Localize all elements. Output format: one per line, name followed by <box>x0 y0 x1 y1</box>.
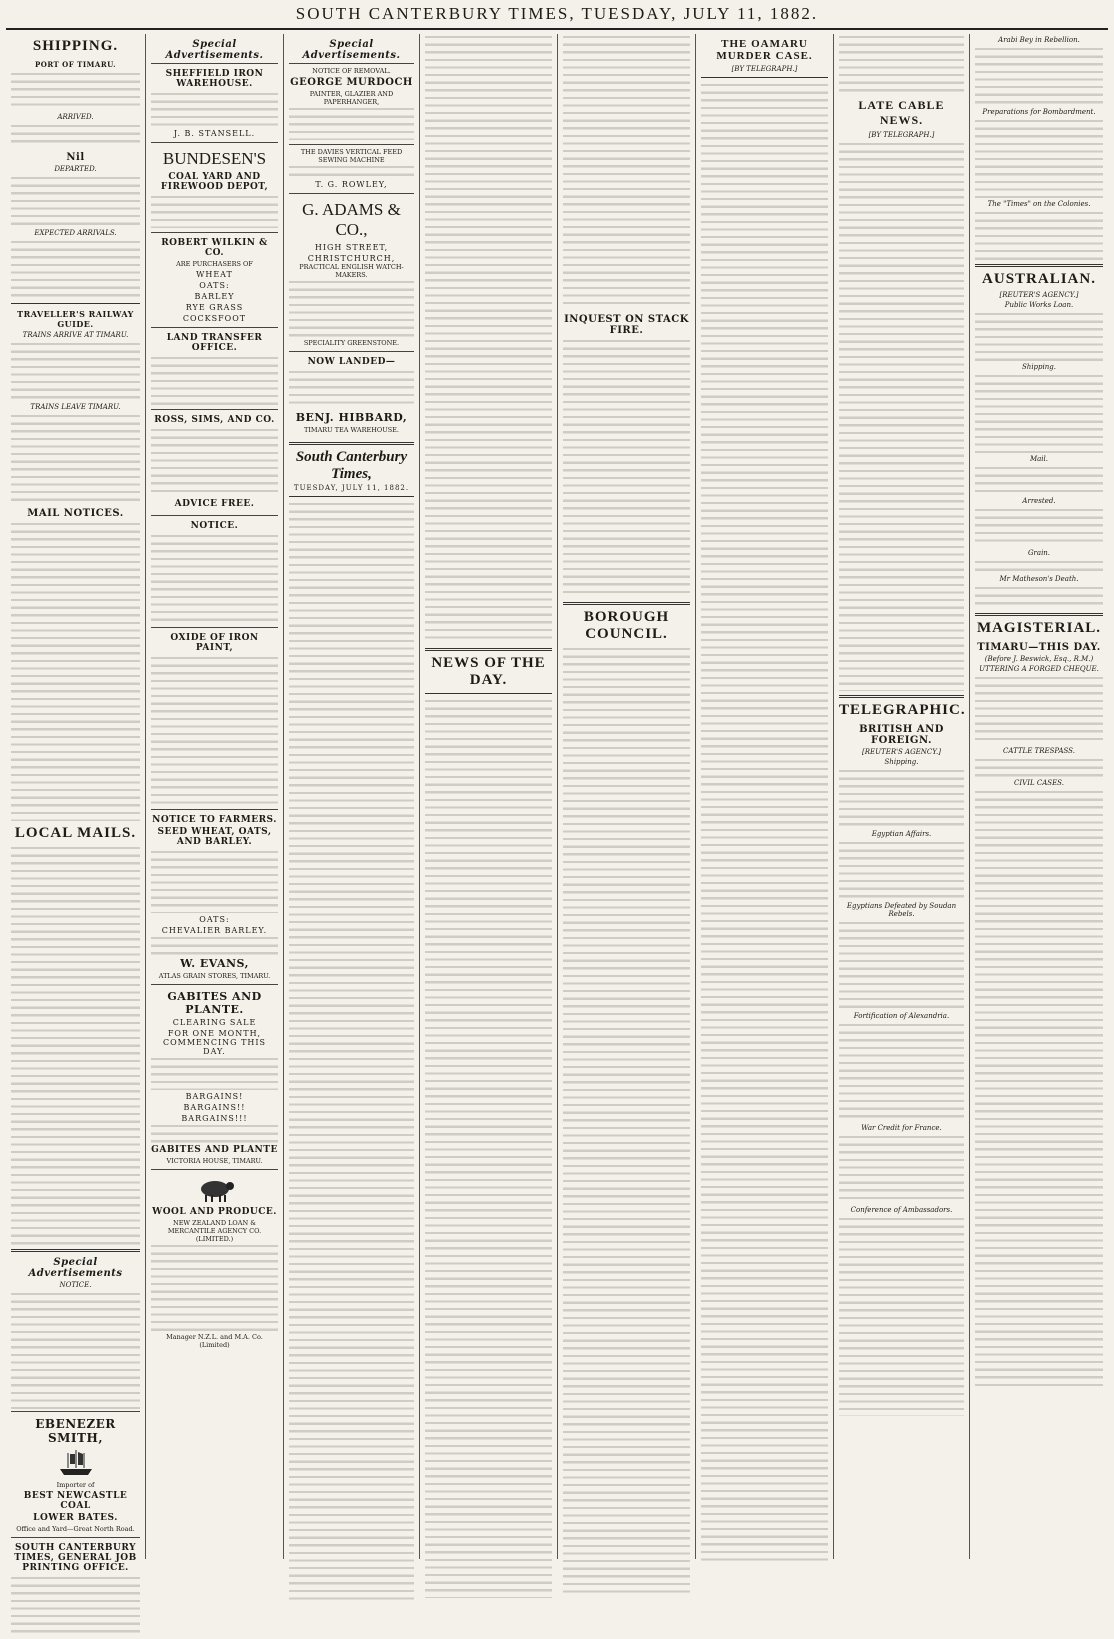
text-block <box>11 123 140 147</box>
text-block <box>151 1056 278 1090</box>
text-block <box>11 239 140 299</box>
leader-article-cont <box>425 34 552 644</box>
text-block <box>975 373 1103 453</box>
barley-line: BARLEY <box>194 292 235 301</box>
port-heading: PORT OF TIMARU. <box>34 60 117 69</box>
davies-ad <box>289 144 414 193</box>
australian-heading: AUSTRALIAN. <box>982 271 1096 287</box>
text-block <box>11 175 140 227</box>
bargains-3: BARGAINS!!! <box>181 1114 248 1123</box>
conference-sub: Conference of Ambassadors. <box>850 1206 953 1214</box>
manager-line: Manager N.Z.L. and M.A. Co. (Limited) <box>166 1333 263 1349</box>
text-block <box>151 655 278 805</box>
column-ads-1 <box>146 34 284 1559</box>
death-sub: Mr Matheson's Death. <box>999 575 1079 583</box>
gabites-footer: GABITES AND PLANTE <box>151 1145 278 1155</box>
text-block <box>289 164 414 178</box>
printing-line: SOUTH CANTERBURY TIMES, GENERAL JOB PRINTING OFFICE. <box>14 1543 137 1573</box>
text-block <box>839 920 964 1010</box>
nzloan-line: NEW ZEALAND LOAN & MERCANTILE AGENCY CO. (LIMITED.) <box>167 1219 262 1243</box>
arrive-heading: TRAINS ARRIVE AT TIMARU. <box>22 331 129 339</box>
advice-line: ADVICE FREE. <box>174 499 255 509</box>
murdoch-ad <box>289 63 414 144</box>
column-shipping <box>6 34 146 1573</box>
borough-heading: BOROUGH COUNCIL. <box>583 609 670 642</box>
grain-sub: Grain. <box>1027 549 1051 557</box>
text-block <box>975 507 1103 547</box>
bundesen-title: BUNDESEN'S <box>162 149 267 168</box>
ross-title: ROSS, SIMS, AND CO. <box>154 415 275 425</box>
special-ads-heading: Special Advertisements. <box>165 39 264 61</box>
text-block <box>975 559 1103 573</box>
shipping-sub: Shipping. <box>884 758 919 766</box>
ross-ad <box>151 409 278 515</box>
smith-ad <box>11 1411 140 1537</box>
leader-article <box>289 501 414 1601</box>
tea-line: TIMARU TEA WAREHOUSE. <box>304 426 399 434</box>
victoria-line: VICTORIA HOUSE, TIMARU. <box>166 1157 263 1165</box>
forged-sub: UTTERING A FORGED CHEQUE. <box>979 665 1099 673</box>
newspaper-page <box>6 4 1108 1573</box>
text-block <box>975 311 1103 361</box>
hibbard-ad <box>289 351 414 438</box>
murder-article <box>701 82 828 1562</box>
land-transfer-ad <box>151 327 278 409</box>
mail-sub: Mail. <box>1029 455 1049 463</box>
cable-article <box>839 141 964 691</box>
masthead: SOUTH CANTERBURY TIMES, TUESDAY, JULY 11, 1882. <box>6 4 1108 30</box>
land-transfer-title: LAND TRANSFER OFFICE. <box>166 333 263 353</box>
ship-icon <box>56 1448 96 1478</box>
notice-heading: NOTICE. <box>59 1281 92 1289</box>
month-line: FOR ONE MONTH, COMMENCING THIS DAY. <box>162 1029 267 1056</box>
high-street-line: HIGH STREET, <box>314 243 389 252</box>
text-block <box>289 106 414 140</box>
sheep-icon <box>193 1176 237 1204</box>
chevalier-line: CHEVALIER BARLEY. <box>161 926 268 935</box>
text-block <box>975 118 1103 198</box>
reuters-note: [REUTER'S AGENCY.] <box>862 748 941 756</box>
oxide-title: OXIDE OF IRON PAINT, <box>170 633 259 653</box>
stansell-name: J. B. STANSELL. <box>173 129 256 138</box>
seed-title: SEED WHEAT, OATS, AND BARLEY. <box>157 827 272 847</box>
watchmakers-line: PRACTICAL ENGLISH WATCH-MAKERS. <box>299 263 404 279</box>
paper-date: TUESDAY, JULY 11, 1882. <box>293 484 410 492</box>
clearing-line: CLEARING SALE <box>172 1018 257 1027</box>
before-line: (Before J. Beswick, Esq., R.M.) <box>984 655 1094 663</box>
railway-heading: TRAVELLER'S RAILWAY GUIDE. <box>17 309 134 329</box>
wool-title: WOOL AND PRODUCE. <box>152 1207 277 1217</box>
text-block <box>151 1123 278 1143</box>
coal-yard-line: COAL YARD AND FIREWOOD DEPOT, <box>160 172 269 192</box>
text-block <box>151 1243 278 1333</box>
arabi-sub: Arabi Bey in Rebellion. <box>998 36 1080 44</box>
timaru-day-heading: TIMARU—THIS DAY. <box>977 642 1101 653</box>
text-block <box>975 210 1103 260</box>
article <box>563 34 690 309</box>
wilkin-ad <box>151 232 278 327</box>
davies-title: THE DAVIES VERTICAL FEED SEWING MACHINE <box>300 148 403 164</box>
speciality-line: SPECIALITY GREENSTONE. <box>303 339 400 347</box>
smith-name: EBENEZER SMITH, <box>35 1417 116 1445</box>
column-murder <box>696 34 834 1559</box>
wool-ad <box>151 1169 278 1353</box>
expected-heading: EXPECTED ARRIVALS. <box>34 229 117 237</box>
rowley-name: T. G. ROWLEY, <box>315 180 388 189</box>
column-leader <box>420 34 558 1559</box>
inquest-article <box>563 338 690 598</box>
soudan-sub: Egyptians Defeated by Soudan Rebels. <box>846 902 957 918</box>
text-block <box>151 849 278 913</box>
shipping-heading: SHIPPING. <box>32 38 119 54</box>
rye-line: RYE GRASS <box>185 303 244 312</box>
text-block <box>151 427 278 497</box>
painter-line: PAINTER, GLAZIER AND PAPERHANGER, <box>309 90 394 106</box>
text-block <box>11 521 140 821</box>
oxide-ad <box>151 627 278 809</box>
prep-sub: Preparations for Bombardment. <box>982 108 1096 116</box>
civil-sub: CIVIL CASES. <box>1014 779 1064 787</box>
farmers-ad <box>151 809 278 984</box>
printing-ad <box>11 1537 140 1639</box>
telegraph-note: [BY TELEGRAPH.] <box>731 65 798 73</box>
office-line: Office and Yard—Great North Road. <box>16 1525 135 1533</box>
paper-title: South Canterbury Times, <box>295 449 408 482</box>
mail-heading: MAIL NOTICES. <box>27 508 124 519</box>
bundesen-ad <box>151 142 278 232</box>
now-landed-line: NOW LANDED— <box>307 357 396 367</box>
text-block <box>839 1216 964 1416</box>
borough-article <box>563 646 690 1596</box>
text-block <box>975 789 1103 1389</box>
reuters-note: [REUTER'S AGENCY.] <box>999 291 1079 299</box>
cattle-sub: CATTLE TRESPASS. <box>1003 747 1075 755</box>
text-block <box>11 341 140 401</box>
magisterial-heading: MAGISTERIAL. <box>976 620 1102 636</box>
telegraph-note: [BY TELEGRAPH.] <box>868 131 935 139</box>
text-block <box>839 840 964 900</box>
oats-sub: OATS: <box>199 915 230 924</box>
christchurch-line: CHRISTCHURCH, <box>307 254 396 263</box>
news-heading: NEWS OF THE DAY. <box>431 655 546 688</box>
text-block <box>975 465 1103 495</box>
wheat-line: WHEAT <box>196 270 233 279</box>
nil-label: Nil <box>66 152 85 163</box>
column-cable <box>834 34 970 1559</box>
text-block <box>151 91 278 127</box>
arrived-heading: ARRIVED. <box>57 113 94 121</box>
war-credit-sub: War Credit for France. <box>861 1124 942 1132</box>
text-block <box>11 71 140 111</box>
shipping-sub: Shipping. <box>1022 363 1056 371</box>
leave-heading: TRAINS LEAVE TIMARU. <box>30 403 121 411</box>
text-block <box>839 1022 964 1122</box>
text-block <box>975 675 1103 745</box>
telegraphic-heading: TELEGRAPHIC. <box>839 702 966 718</box>
times-colonies-sub: The "Times" on the Colonies. <box>987 200 1091 208</box>
murdoch-title: GEORGE MURDOCH <box>290 77 413 88</box>
departed-heading: DEPARTED. <box>54 165 97 173</box>
notice-title: NOTICE. <box>190 521 239 531</box>
evans-name: W. EVANS, <box>180 957 249 970</box>
farmers-title: NOTICE TO FARMERS. <box>152 815 277 825</box>
adams-ad <box>289 193 414 351</box>
hibbard-name: BENJ. HIBBARD, <box>295 411 408 424</box>
late-cable-heading: LATE CABLE NEWS. <box>858 98 945 127</box>
column-local <box>558 34 696 1559</box>
notice-ad <box>151 515 278 627</box>
public-works-sub: Public Works Loan. <box>1004 301 1074 309</box>
wilkin-title: ROBERT WILKIN & CO. <box>161 238 268 258</box>
gabites-title: GABITES AND PLANTE. <box>167 990 262 1016</box>
text-block <box>975 757 1103 777</box>
local-mails-heading: LOCAL MAILS. <box>14 825 137 841</box>
column-australian <box>970 34 1108 1559</box>
text-block <box>975 46 1103 106</box>
columns <box>6 34 1108 1573</box>
text-block <box>151 935 278 955</box>
special-ads-heading: Special Advertisements. <box>302 39 401 61</box>
article <box>839 34 964 94</box>
adams-title: G. ADAMS & CO., <box>302 200 401 239</box>
atlas-line: ATLAS GRAIN STORES, TIMARU. <box>158 972 271 980</box>
text-block <box>11 845 140 1245</box>
text-block <box>11 1575 140 1635</box>
text-block <box>839 1134 964 1204</box>
text-block <box>839 768 964 828</box>
text-block <box>975 585 1103 609</box>
inquest-heading: INQUEST ON STACK FIRE. <box>564 314 689 336</box>
news-article <box>425 698 552 1598</box>
text-block <box>289 369 414 409</box>
cocksfoot-line: COCKSFOOT <box>182 314 247 323</box>
text-block <box>151 194 278 228</box>
text-block <box>289 279 414 339</box>
sheffield-ad <box>151 63 278 142</box>
coal-line: BEST NEWCASTLE COAL <box>23 1491 128 1511</box>
arrested-sub: Arrested. <box>1022 497 1056 505</box>
oamaru-heading: THE OAMARU MURDER CASE. <box>716 38 813 62</box>
purchasers-line: ARE PURCHASERS OF <box>176 260 253 268</box>
importer-line: Importer of <box>56 1481 95 1489</box>
british-heading: BRITISH AND FOREIGN. <box>859 724 944 746</box>
bates-line: LOWER BATES. <box>33 1513 118 1523</box>
special-ads-heading: Special Advertisements <box>28 1257 123 1279</box>
gabites-ad <box>151 984 278 1169</box>
sheffield-title: SHEFFIELD IRON WAREHOUSE. <box>165 69 264 89</box>
text-block <box>11 413 140 503</box>
fortification-sub: Fortification of Alexandria. <box>853 1012 950 1020</box>
text-block <box>151 355 278 405</box>
text-block <box>11 1291 140 1411</box>
bargains-2: BARGAINS!! <box>183 1103 246 1112</box>
column-ads-2 <box>284 34 420 1559</box>
removal-line: NOTICE OF REMOVAL. <box>312 67 391 75</box>
bargains-1: BARGAINS! <box>185 1092 244 1101</box>
egyptian-sub: Egyptian Affairs. <box>871 830 932 838</box>
text-block <box>151 533 278 623</box>
oats-line: OATS: <box>199 281 230 290</box>
